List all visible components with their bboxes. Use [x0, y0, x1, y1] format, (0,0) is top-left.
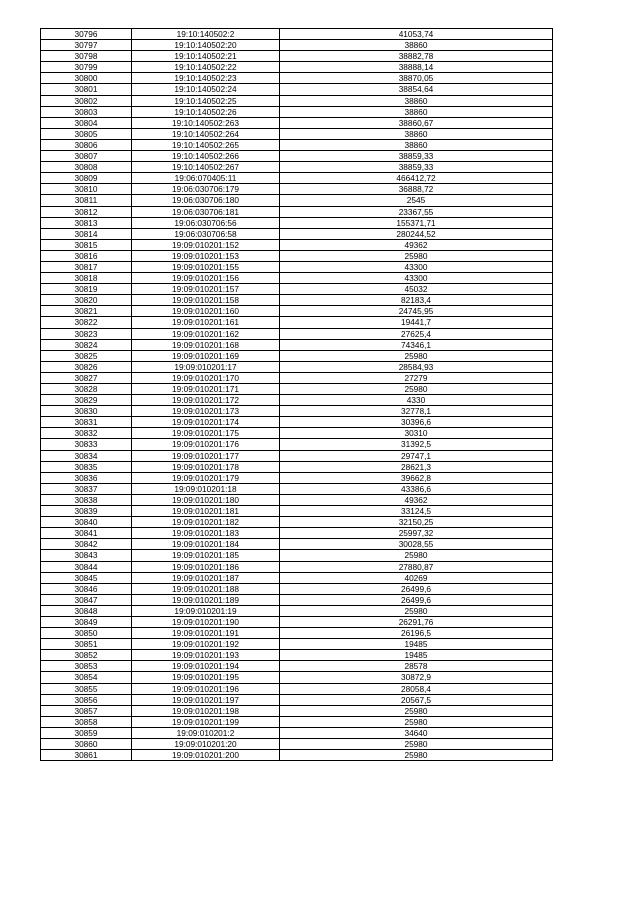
row-number-cell: 30844 — [41, 561, 132, 572]
value-cell: 26196,5 — [280, 628, 553, 639]
table-row — [41, 539, 553, 550]
cadastral-number-cell: 19:09:010201:191 — [132, 628, 280, 639]
row-number-cell: 30832 — [41, 428, 132, 439]
table-row — [41, 716, 553, 727]
table-row — [41, 428, 553, 439]
value-cell: 29747,1 — [280, 450, 553, 461]
row-number-cell: 30816 — [41, 250, 132, 261]
row-number-cell: 30808 — [41, 162, 132, 173]
value-cell: 30872,9 — [280, 672, 553, 683]
table-row — [41, 450, 553, 461]
value-cell: 25980 — [280, 350, 553, 361]
value-cell: 43386,6 — [280, 483, 553, 494]
table-row — [41, 650, 553, 661]
value-cell: 26499,6 — [280, 583, 553, 594]
value-cell: 280244,52 — [280, 228, 553, 239]
row-number-cell: 30807 — [41, 151, 132, 162]
cadastral-number-cell: 19:06:030706:180 — [132, 195, 280, 206]
cadastral-number-cell: 19:10:140502:20 — [132, 40, 280, 51]
value-cell: 38870,05 — [280, 73, 553, 84]
table-row — [41, 51, 553, 62]
table-row — [41, 250, 553, 261]
table-row — [41, 117, 553, 128]
cadastral-number-cell: 19:09:010201:19 — [132, 605, 280, 616]
table-row — [41, 517, 553, 528]
value-cell: 25980 — [280, 250, 553, 261]
value-cell: 26499,6 — [280, 594, 553, 605]
cadastral-number-cell: 19:09:010201:168 — [132, 339, 280, 350]
table-row — [41, 694, 553, 705]
table-row — [41, 395, 553, 406]
table-row — [41, 239, 553, 250]
cadastral-number-cell: 19:09:010201:186 — [132, 561, 280, 572]
table-row — [41, 228, 553, 239]
table-body — [41, 29, 553, 761]
cadastral-number-cell: 19:10:140502:22 — [132, 62, 280, 73]
table-row — [41, 73, 553, 84]
cadastral-number-cell: 19:09:010201:184 — [132, 539, 280, 550]
row-number-cell: 30859 — [41, 727, 132, 738]
table-row — [41, 295, 553, 306]
value-cell: 41053,74 — [280, 29, 553, 40]
cadastral-number-cell: 19:10:140502:2 — [132, 29, 280, 40]
value-cell: 31392,5 — [280, 439, 553, 450]
table-row — [41, 84, 553, 95]
row-number-cell: 30839 — [41, 506, 132, 517]
value-cell: 43300 — [280, 261, 553, 272]
cadastral-number-cell: 19:09:010201:196 — [132, 683, 280, 694]
value-cell: 38859,33 — [280, 162, 553, 173]
row-number-cell: 30854 — [41, 672, 132, 683]
value-cell: 20567,5 — [280, 694, 553, 705]
cadastral-number-cell: 19:09:010201:162 — [132, 328, 280, 339]
cadastral-number-cell: 19:10:140502:267 — [132, 162, 280, 173]
value-cell: 26291,76 — [280, 616, 553, 627]
row-number-cell: 30842 — [41, 539, 132, 550]
value-cell: 49362 — [280, 494, 553, 505]
value-cell: 39662,8 — [280, 472, 553, 483]
row-number-cell: 30843 — [41, 550, 132, 561]
table-row — [41, 306, 553, 317]
table-row — [41, 261, 553, 272]
cadastral-number-cell: 19:10:140502:264 — [132, 128, 280, 139]
value-cell: 27880,87 — [280, 561, 553, 572]
table-row — [41, 206, 553, 217]
value-cell: 25997,32 — [280, 528, 553, 539]
row-number-cell: 30852 — [41, 650, 132, 661]
cadastral-number-cell: 19:10:140502:263 — [132, 117, 280, 128]
table-row — [41, 62, 553, 73]
value-cell: 28058,4 — [280, 683, 553, 694]
table-row — [41, 339, 553, 350]
cadastral-number-cell: 19:09:010201:180 — [132, 494, 280, 505]
cadastral-number-cell: 19:09:010201:183 — [132, 528, 280, 539]
value-cell: 25980 — [280, 739, 553, 750]
table-row — [41, 406, 553, 417]
table-row — [41, 328, 553, 339]
cadastral-number-cell: 19:09:010201:193 — [132, 650, 280, 661]
table-row — [41, 151, 553, 162]
value-cell: 43300 — [280, 273, 553, 284]
row-number-cell: 30829 — [41, 395, 132, 406]
table-row — [41, 29, 553, 40]
value-cell: 36888,72 — [280, 184, 553, 195]
table-row — [41, 705, 553, 716]
table-row — [41, 195, 553, 206]
table-row — [41, 583, 553, 594]
value-cell: 74346,1 — [280, 339, 553, 350]
table-row — [41, 284, 553, 295]
cadastral-number-cell: 19:09:010201:17 — [132, 361, 280, 372]
cadastral-number-cell: 19:10:140502:26 — [132, 106, 280, 117]
cadastral-number-cell: 19:09:010201:178 — [132, 461, 280, 472]
row-number-cell: 30802 — [41, 95, 132, 106]
table-row — [41, 350, 553, 361]
row-number-cell: 30831 — [41, 417, 132, 428]
row-number-cell: 30815 — [41, 239, 132, 250]
row-number-cell: 30848 — [41, 605, 132, 616]
row-number-cell: 30827 — [41, 372, 132, 383]
value-cell: 38854,64 — [280, 84, 553, 95]
value-cell: 19441,7 — [280, 317, 553, 328]
value-cell: 25980 — [280, 550, 553, 561]
cadastral-number-cell: 19:09:010201:175 — [132, 428, 280, 439]
cadastral-number-cell: 19:09:010201:153 — [132, 250, 280, 261]
row-number-cell: 30856 — [41, 694, 132, 705]
table-row — [41, 106, 553, 117]
cadastral-number-cell: 19:09:010201:160 — [132, 306, 280, 317]
value-cell: 38860 — [280, 128, 553, 139]
value-cell: 27279 — [280, 372, 553, 383]
value-cell: 38882,78 — [280, 51, 553, 62]
value-cell: 45032 — [280, 284, 553, 295]
table-row — [41, 372, 553, 383]
table-row — [41, 162, 553, 173]
value-cell: 30310 — [280, 428, 553, 439]
cadastral-number-cell: 19:09:010201:199 — [132, 716, 280, 727]
row-number-cell: 30861 — [41, 750, 132, 761]
cadastral-number-cell: 19:09:010201:198 — [132, 705, 280, 716]
cadastral-number-cell: 19:10:140502:25 — [132, 95, 280, 106]
table-row — [41, 561, 553, 572]
row-number-cell: 30810 — [41, 184, 132, 195]
row-number-cell: 30796 — [41, 29, 132, 40]
table-row — [41, 506, 553, 517]
cadastral-number-cell: 19:09:010201:20 — [132, 739, 280, 750]
row-number-cell: 30797 — [41, 40, 132, 51]
row-number-cell: 30857 — [41, 705, 132, 716]
row-number-cell: 30806 — [41, 139, 132, 150]
table-row — [41, 173, 553, 184]
row-number-cell: 30801 — [41, 84, 132, 95]
cadastral-number-cell: 19:09:010201:156 — [132, 273, 280, 284]
value-cell: 38860,67 — [280, 117, 553, 128]
cadastral-number-cell: 19:09:010201:172 — [132, 395, 280, 406]
cadastral-number-cell: 19:10:140502:21 — [132, 51, 280, 62]
value-cell: 24745,95 — [280, 306, 553, 317]
row-number-cell: 30813 — [41, 217, 132, 228]
value-cell: 32150,25 — [280, 517, 553, 528]
cadastral-number-cell: 19:09:010201:152 — [132, 239, 280, 250]
cadastral-number-cell: 19:09:010201:187 — [132, 572, 280, 583]
cadastral-number-cell: 19:09:010201:170 — [132, 372, 280, 383]
table-row — [41, 605, 553, 616]
value-cell: 38888,14 — [280, 62, 553, 73]
table-row — [41, 472, 553, 483]
table-row — [41, 139, 553, 150]
value-cell: 19485 — [280, 639, 553, 650]
row-number-cell: 30840 — [41, 517, 132, 528]
table-row — [41, 639, 553, 650]
row-number-cell: 30803 — [41, 106, 132, 117]
cadastral-number-cell: 19:10:140502:24 — [132, 84, 280, 95]
row-number-cell: 30830 — [41, 406, 132, 417]
row-number-cell: 30822 — [41, 317, 132, 328]
cadastral-number-cell: 19:09:010201:177 — [132, 450, 280, 461]
table-row — [41, 550, 553, 561]
data-table — [40, 28, 553, 761]
cadastral-number-cell: 19:09:010201:157 — [132, 284, 280, 295]
row-number-cell: 30860 — [41, 739, 132, 750]
value-cell: 38860 — [280, 95, 553, 106]
table-row — [41, 628, 553, 639]
table-row — [41, 217, 553, 228]
value-cell: 28578 — [280, 661, 553, 672]
cadastral-number-cell: 19:06:030706:58 — [132, 228, 280, 239]
row-number-cell: 30824 — [41, 339, 132, 350]
cadastral-number-cell: 19:09:010201:194 — [132, 661, 280, 672]
value-cell: 27625,4 — [280, 328, 553, 339]
row-number-cell: 30838 — [41, 494, 132, 505]
value-cell: 30028,55 — [280, 539, 553, 550]
cadastral-number-cell: 19:09:010201:173 — [132, 406, 280, 417]
value-cell: 32778,1 — [280, 406, 553, 417]
row-number-cell: 30817 — [41, 261, 132, 272]
cadastral-number-cell: 19:09:010201:188 — [132, 583, 280, 594]
table-row — [41, 683, 553, 694]
row-number-cell: 30804 — [41, 117, 132, 128]
cadastral-number-cell: 19:09:010201:189 — [132, 594, 280, 605]
table-row — [41, 384, 553, 395]
value-cell: 34640 — [280, 727, 553, 738]
row-number-cell: 30850 — [41, 628, 132, 639]
value-cell: 40269 — [280, 572, 553, 583]
table-row — [41, 739, 553, 750]
row-number-cell: 30811 — [41, 195, 132, 206]
row-number-cell: 30821 — [41, 306, 132, 317]
value-cell: 25980 — [280, 605, 553, 616]
table-row — [41, 727, 553, 738]
cadastral-number-cell: 19:10:140502:266 — [132, 151, 280, 162]
table-row — [41, 672, 553, 683]
row-number-cell: 30833 — [41, 439, 132, 450]
table-row — [41, 128, 553, 139]
value-cell: 25980 — [280, 716, 553, 727]
cadastral-number-cell: 19:06:030706:56 — [132, 217, 280, 228]
value-cell: 30396,6 — [280, 417, 553, 428]
row-number-cell: 30836 — [41, 472, 132, 483]
value-cell: 82183,4 — [280, 295, 553, 306]
table-row — [41, 439, 553, 450]
value-cell: 38860 — [280, 139, 553, 150]
cadastral-number-cell: 19:09:010201:185 — [132, 550, 280, 561]
row-number-cell: 30798 — [41, 51, 132, 62]
row-number-cell: 30812 — [41, 206, 132, 217]
cadastral-number-cell: 19:06:070405:11 — [132, 173, 280, 184]
value-cell: 28621,3 — [280, 461, 553, 472]
cadastral-number-cell: 19:09:010201:181 — [132, 506, 280, 517]
cadastral-number-cell: 19:06:030706:179 — [132, 184, 280, 195]
value-cell: 25980 — [280, 750, 553, 761]
table-row — [41, 528, 553, 539]
row-number-cell: 30828 — [41, 384, 132, 395]
row-number-cell: 30858 — [41, 716, 132, 727]
cadastral-number-cell: 19:09:010201:161 — [132, 317, 280, 328]
cadastral-number-cell: 19:10:140502:265 — [132, 139, 280, 150]
cadastral-number-cell: 19:09:010201:179 — [132, 472, 280, 483]
table-row — [41, 494, 553, 505]
row-number-cell: 30814 — [41, 228, 132, 239]
row-number-cell: 30849 — [41, 616, 132, 627]
cadastral-number-cell: 19:09:010201:197 — [132, 694, 280, 705]
value-cell: 25980 — [280, 384, 553, 395]
cadastral-number-cell: 19:09:010201:171 — [132, 384, 280, 395]
row-number-cell: 30820 — [41, 295, 132, 306]
table-row — [41, 594, 553, 605]
row-number-cell: 30799 — [41, 62, 132, 73]
row-number-cell: 30846 — [41, 583, 132, 594]
value-cell: 466412,72 — [280, 173, 553, 184]
cadastral-number-cell: 19:09:010201:200 — [132, 750, 280, 761]
value-cell: 19485 — [280, 650, 553, 661]
row-number-cell: 30855 — [41, 683, 132, 694]
table-row — [41, 95, 553, 106]
row-number-cell: 30845 — [41, 572, 132, 583]
row-number-cell: 30826 — [41, 361, 132, 372]
row-number-cell: 30805 — [41, 128, 132, 139]
table-row — [41, 750, 553, 761]
cadastral-number-cell: 19:09:010201:18 — [132, 483, 280, 494]
table-row — [41, 317, 553, 328]
table-row — [41, 661, 553, 672]
value-cell: 38859,33 — [280, 151, 553, 162]
row-number-cell: 30818 — [41, 273, 132, 284]
table-row — [41, 184, 553, 195]
cadastral-number-cell: 19:09:010201:192 — [132, 639, 280, 650]
table-row — [41, 40, 553, 51]
cadastral-number-cell: 19:09:010201:155 — [132, 261, 280, 272]
cadastral-number-cell: 19:09:010201:195 — [132, 672, 280, 683]
cadastral-number-cell: 19:09:010201:176 — [132, 439, 280, 450]
cadastral-number-cell: 19:06:030706:181 — [132, 206, 280, 217]
table-row — [41, 461, 553, 472]
cadastral-number-cell: 19:10:140502:23 — [132, 73, 280, 84]
row-number-cell: 30851 — [41, 639, 132, 650]
row-number-cell: 30853 — [41, 661, 132, 672]
row-number-cell: 30834 — [41, 450, 132, 461]
row-number-cell: 30837 — [41, 483, 132, 494]
table-row — [41, 483, 553, 494]
table-row — [41, 417, 553, 428]
row-number-cell: 30819 — [41, 284, 132, 295]
value-cell: 155371,71 — [280, 217, 553, 228]
row-number-cell: 30825 — [41, 350, 132, 361]
row-number-cell: 30823 — [41, 328, 132, 339]
row-number-cell: 30809 — [41, 173, 132, 184]
row-number-cell: 30841 — [41, 528, 132, 539]
value-cell: 2545 — [280, 195, 553, 206]
row-number-cell: 30835 — [41, 461, 132, 472]
value-cell: 25980 — [280, 705, 553, 716]
cadastral-number-cell: 19:09:010201:174 — [132, 417, 280, 428]
table-row — [41, 273, 553, 284]
cadastral-number-cell: 19:09:010201:158 — [132, 295, 280, 306]
cadastral-number-cell: 19:09:010201:2 — [132, 727, 280, 738]
row-number-cell: 30847 — [41, 594, 132, 605]
table-row — [41, 616, 553, 627]
value-cell: 38860 — [280, 40, 553, 51]
value-cell: 28584,93 — [280, 361, 553, 372]
table-row — [41, 361, 553, 372]
value-cell: 33124,5 — [280, 506, 553, 517]
table-row — [41, 572, 553, 583]
value-cell: 38860 — [280, 106, 553, 117]
cadastral-number-cell: 19:09:010201:190 — [132, 616, 280, 627]
cadastral-number-cell: 19:09:010201:182 — [132, 517, 280, 528]
row-number-cell: 30800 — [41, 73, 132, 84]
value-cell: 49362 — [280, 239, 553, 250]
value-cell: 23367,55 — [280, 206, 553, 217]
cadastral-number-cell: 19:09:010201:169 — [132, 350, 280, 361]
value-cell: 4330 — [280, 395, 553, 406]
